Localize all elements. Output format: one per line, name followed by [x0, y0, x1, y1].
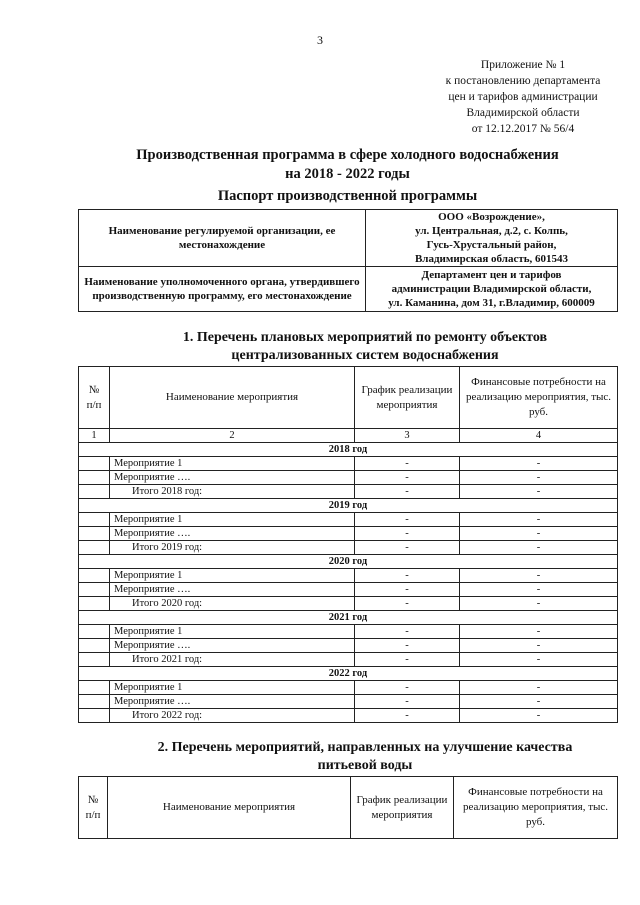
activity-schedule: -	[355, 709, 460, 723]
water-quality-table	[78, 776, 618, 839]
table-row	[79, 457, 618, 471]
passport-value	[366, 267, 618, 312]
activity-finance: -	[460, 513, 618, 527]
table-row	[79, 541, 618, 555]
table-header-row	[79, 777, 618, 839]
table-row	[79, 485, 618, 499]
table-row	[79, 527, 618, 541]
passport-value-line: Гусь-Хрустальный район,	[426, 239, 557, 251]
table-row	[79, 513, 618, 527]
column-number: 3	[355, 429, 460, 443]
passport-row	[79, 210, 618, 267]
column-number: 4	[460, 429, 618, 443]
passport-table	[78, 209, 618, 312]
activity-schedule: -	[355, 527, 460, 541]
table-row	[79, 583, 618, 597]
header-schedule: График реализации мероприятия	[351, 777, 454, 839]
header-finance: Финансовые потребности на реализацию мероприятия, тыс. руб.	[454, 777, 618, 839]
passport-value-line: Департамент цен и тарифов	[421, 269, 562, 281]
header-name: Наименование мероприятия	[108, 777, 351, 839]
activity-name: Мероприятие ….	[110, 639, 355, 653]
section-1-heading	[130, 329, 600, 365]
table-row	[79, 625, 618, 639]
heading-line: питьевой воды	[317, 758, 413, 773]
table-row	[79, 681, 618, 695]
passport-value-line: Владимирская область, 601543	[414, 253, 569, 265]
activity-name: Мероприятие ….	[110, 695, 355, 709]
row-number	[79, 709, 110, 723]
row-number	[79, 527, 110, 541]
page-number: 3	[317, 33, 323, 47]
row-number	[79, 569, 110, 583]
year-row	[79, 555, 618, 569]
activity-name: Мероприятие ….	[110, 471, 355, 485]
activity-name: Мероприятие 1	[110, 625, 355, 639]
activity-finance: -	[460, 639, 618, 653]
row-number	[79, 457, 110, 471]
row-number	[79, 471, 110, 485]
year-label: 2021 год	[79, 611, 618, 625]
activity-schedule: -	[355, 541, 460, 555]
row-number	[79, 513, 110, 527]
activity-finance: -	[460, 625, 618, 639]
activity-schedule: -	[355, 639, 460, 653]
passport-value-line: ООО «Возрождение»,	[438, 211, 545, 223]
year-row	[79, 667, 618, 681]
activity-name: Итого 2022 год:	[110, 709, 355, 723]
year-row	[79, 611, 618, 625]
activity-finance: -	[460, 681, 618, 695]
activity-schedule: -	[355, 583, 460, 597]
activity-name: Итого 2018 год:	[110, 485, 355, 499]
year-label: 2018 год	[79, 443, 618, 457]
activity-finance: -	[460, 457, 618, 471]
title-line: Производственная программа в сфере холодного водоснабжения	[136, 147, 559, 163]
table-row	[79, 569, 618, 583]
table-header-row	[79, 367, 618, 429]
appendix-block	[418, 57, 628, 137]
appendix-line: от 12.12.2017 № 56/4	[471, 123, 575, 135]
passport-value-line: ул. Каманина, дом 31, г.Владимир, 600009	[388, 297, 595, 309]
row-number	[79, 639, 110, 653]
activity-name: Мероприятие 1	[110, 681, 355, 695]
activity-schedule: -	[355, 681, 460, 695]
activity-name: Итого 2021 год:	[110, 653, 355, 667]
year-label: 2019 год	[79, 499, 618, 513]
activity-name: Мероприятие ….	[110, 583, 355, 597]
activity-schedule: -	[355, 485, 460, 499]
activity-name: Итого 2019 год:	[110, 541, 355, 555]
activity-finance: -	[460, 709, 618, 723]
activity-schedule: -	[355, 695, 460, 709]
activity-finance: -	[460, 471, 618, 485]
activity-schedule: -	[355, 471, 460, 485]
row-number	[79, 597, 110, 611]
activity-schedule: -	[355, 597, 460, 611]
heading-line: 1. Перечень плановых мероприятий по ремонту объектов	[182, 330, 548, 345]
table-row	[79, 471, 618, 485]
passport-value	[366, 210, 618, 267]
heading-line: 2. Перечень мероприятий, направленных на улучшение качества	[157, 740, 573, 755]
passport-label: Наименование регулируемой организации, ее местонахождение	[79, 210, 366, 267]
row-number	[79, 583, 110, 597]
year-label: 2022 год	[79, 667, 618, 681]
header-schedule: График реализации мероприятия	[355, 367, 460, 429]
year-row	[79, 443, 618, 457]
appendix-line: к постановлению департамента	[445, 75, 601, 87]
passport-heading: Паспорт производственной программы	[217, 188, 478, 204]
row-number	[79, 653, 110, 667]
row-number	[79, 485, 110, 499]
activity-finance: -	[460, 695, 618, 709]
document-title	[60, 146, 635, 184]
column-number: 1	[79, 429, 110, 443]
activity-schedule: -	[355, 653, 460, 667]
activity-schedule: -	[355, 569, 460, 583]
row-number	[79, 625, 110, 639]
table-row	[79, 639, 618, 653]
table-row	[79, 709, 618, 723]
activity-finance: -	[460, 527, 618, 541]
passport-label: Наименование уполномоченного органа, утвердившего производственную программу, его местонахождение	[79, 267, 366, 312]
row-number	[79, 695, 110, 709]
passport-value-line: ул. Центральная, д.2, с. Колпь,	[415, 225, 568, 237]
section-2-heading	[130, 739, 600, 775]
activity-name: Мероприятие 1	[110, 513, 355, 527]
table-row	[79, 597, 618, 611]
activity-finance: -	[460, 583, 618, 597]
activity-finance: -	[460, 653, 618, 667]
column-number-row	[79, 429, 618, 443]
activity-schedule: -	[355, 513, 460, 527]
heading-line: централизованных систем водоснабжения	[231, 348, 499, 363]
passport-row	[79, 267, 618, 312]
appendix-line: Владимирской области	[466, 107, 580, 119]
passport-value-line: администрации Владимирской области,	[391, 283, 592, 295]
title-line: на 2018 - 2022 годы	[285, 166, 410, 182]
activity-name: Итого 2020 год:	[110, 597, 355, 611]
activity-finance: -	[460, 597, 618, 611]
appendix-line: Приложение № 1	[480, 59, 566, 71]
row-number	[79, 541, 110, 555]
header-finance: Финансовые потребности на реализацию мероприятия, тыс. руб.	[460, 367, 618, 429]
activity-schedule: -	[355, 625, 460, 639]
activity-schedule: -	[355, 457, 460, 471]
activities-table	[78, 366, 618, 723]
year-label: 2020 год	[79, 555, 618, 569]
header-num: № п/п	[79, 777, 108, 839]
appendix-line: цен и тарифов администрации	[448, 91, 598, 103]
header-name: Наименование мероприятия	[110, 367, 355, 429]
activity-finance: -	[460, 569, 618, 583]
table-row	[79, 695, 618, 709]
activity-name: Мероприятие 1	[110, 569, 355, 583]
activity-name: Мероприятие ….	[110, 527, 355, 541]
activity-finance: -	[460, 485, 618, 499]
year-row	[79, 499, 618, 513]
activity-finance: -	[460, 541, 618, 555]
activity-name: Мероприятие 1	[110, 457, 355, 471]
header-num: № п/п	[79, 367, 110, 429]
column-number: 2	[110, 429, 355, 443]
row-number	[79, 681, 110, 695]
table-row	[79, 653, 618, 667]
